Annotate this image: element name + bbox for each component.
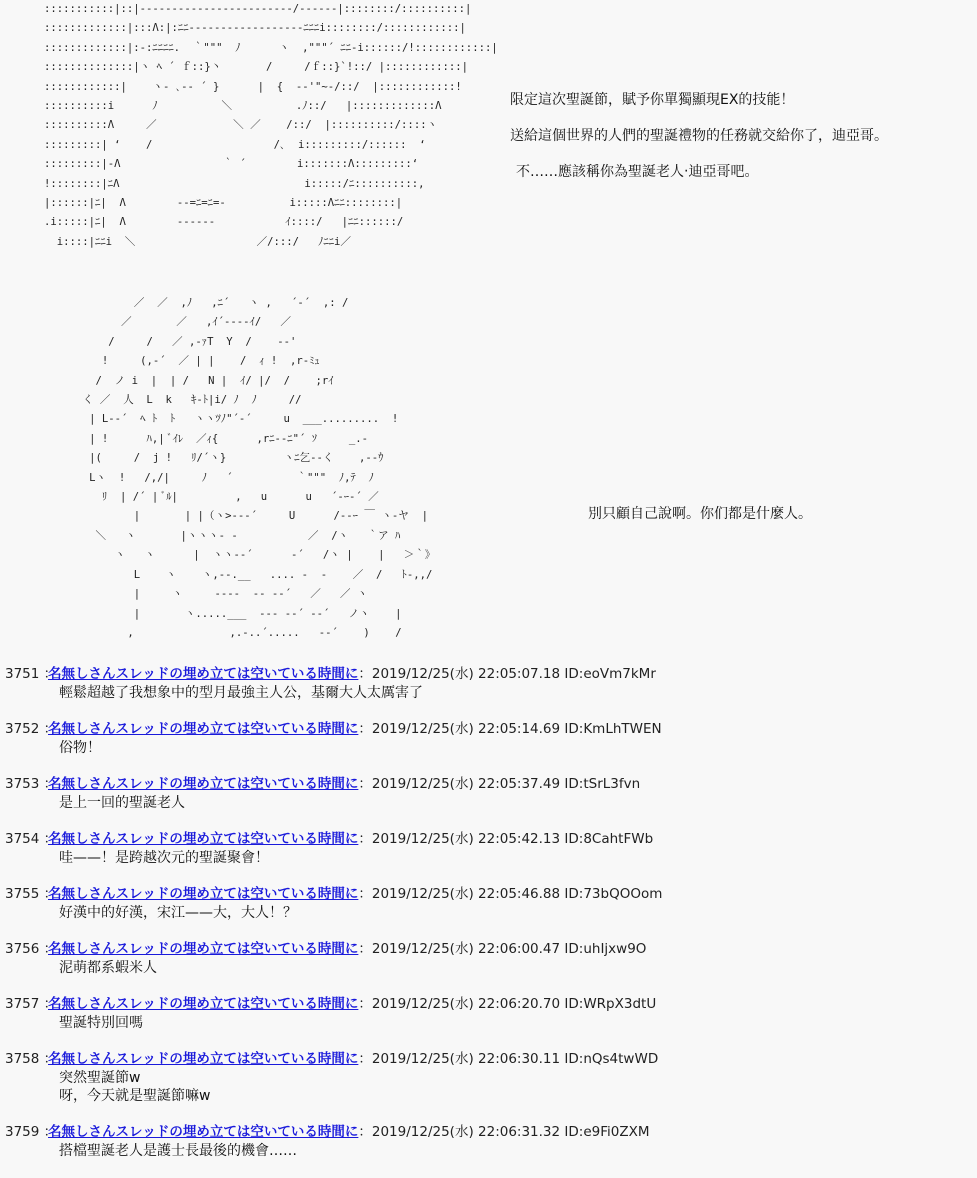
post xyxy=(0,940,977,977)
post-list xyxy=(0,665,977,1178)
post-body xyxy=(0,1014,977,1032)
post-meta: ：2019/12/25(水) 22:06:20.70 ID:WRpX3dtU xyxy=(358,996,657,1012)
post-meta: ：2019/12/25(水) 22:05:07.18 ID:eoVm7kMr xyxy=(358,666,656,682)
poster-name-link[interactable]: 名無しさんスレッドの埋め立ては空いている時間に xyxy=(48,1051,359,1067)
poster-name-link[interactable]: 名無しさんスレッドの埋め立ては空いている時間に xyxy=(48,886,359,902)
post-line: 哇——！是跨越次元的聖誕聚會！ xyxy=(59,850,269,866)
post-meta: ：2019/12/25(水) 22:05:14.69 ID:KmLhTWEN xyxy=(358,721,662,737)
ascii-art-character: ／ ／ ,ﾉ ,ﾆ´ ヽ , ´‐´ ,: / ／ ／ ,ｲ´‐‐‐‐ｲ/ ／ / / ／ ,‐ｧT Y / ‐‐' ! (,‐´ ／ | | / ｨ ! ,r‐ﾐｭ / ノ i | | / N | ｲ/ |/ / ;rｲ く ／ 人 L k ｷ‐ﾄ|i/ ﾉ ﾉ // | L‐‐´ ﾍ ﾄ ﾄ ヽヽﾂﾉ"´‐´ u ___......... ! | ! ﾊ,| ﾞｲﾚ ／ｨ{ ,rﾆ‐‐ﾆ"´ ｿ _.‐ |( / j ! ﾘ/´ヽ} ヽﾆ乞‐‐く ,‐‐ｳ Lヽ ! /,/| ﾉ ´ ｀""" ﾉ,ﾃ ﾉ ﾘ | /´ | ﾞﾙ| , u u ´‐ｰ‐´ ／ | | |（ヽ>‐‐‐´ U /‐‐ｰ ￣ ヽ‐ヤ | ＼ ヽ |ヽヽヽ‐ ‐ ／ /ヽ ｀ア ﾊ ヽ ヽ | ヽヽ‐‐´ ‐´ /ヽ | | ＞｀》 L ヽ ヽ,‐‐.__ .... ‐ ‐ ／ / ﾄ‐,,/ | ヽ ‐‐‐‐ ‐‐ ‐‐´ ／ ／ ヽ | ヽ.....___ ‐‐‐ ‐‐´ ‐‐´ ノヽ | , ,.‐..´..... ‐‐´ ) / xyxy=(82,297,436,639)
post-number: 3752 ： xyxy=(5,721,58,737)
post xyxy=(0,885,977,922)
post-meta: ：2019/12/25(水) 22:05:37.49 ID:tSrL3fvn xyxy=(358,776,641,792)
post-line: 好漢中的好漢，宋江——大，大人！？ xyxy=(59,905,297,921)
post-header xyxy=(0,1123,977,1142)
poster-name-link[interactable]: 名無しさんスレッドの埋め立ては空いている時間に xyxy=(48,1124,359,1140)
post xyxy=(0,720,977,757)
post-meta: ：2019/12/25(水) 22:05:46.88 ID:73bQOOom xyxy=(358,886,663,902)
poster-name-link[interactable]: 名無しさんスレッドの埋め立ては空いている時間に xyxy=(48,666,359,682)
post-line: 是上一回的聖誕老人 xyxy=(59,795,185,811)
post-line: 聖誕特別回嗎 xyxy=(59,1015,143,1031)
post-line: 突然聖誕節w xyxy=(59,1070,141,1086)
post-line: 呀，今天就是聖誕節嘛w xyxy=(59,1088,211,1104)
post-body xyxy=(0,739,977,757)
post-header xyxy=(0,720,977,739)
dialogue-line-1: 限定這次聖誕節，賦予你單獨顯現EX的技能！ xyxy=(510,92,795,108)
post-meta: ：2019/12/25(水) 22:06:00.47 ID:uhIjxw9O xyxy=(358,941,647,957)
post-number: 3757 ： xyxy=(5,996,58,1012)
ascii-art-face: :::::::::::|::|-----‐‐‐‐‐‐‐‐‐‐‐‐‐‐‐‐‐‐‐/‐‐‐‐‐‐|::::::::/::::::::::| :::::::::::::|:::Λ:|:ﾆﾆ‐‐‐‐‐‐‐‐‐‐‐‐‐‐‐‐‐‐ﾆﾆﾆi::::::::/::::::::::::| :::::::::::::|:‐:ﾆﾆﾆﾆ. ｀""" ﾉ ヽ ,"""´ ﾆﾆ‐i::::::/!::::::::::::| ::::::::::::::|ヽ ﾍ ´ ｆ::}丶 / /ｆ::}`!::/ |::::::::::::| ::::::::::::| ヽ‐ ､‐‐ ´ } | { ‐‐'"~‐/::/ |::::::::::::! ::::::::::i ﾉ ＼ .ﾉ::/ |:::::::::::::Λ ::::::::::Λ ／ ＼ ／ /::/ |::::::::::/::::ヽ :::::::::| ‘ / /､ i:::::::::/:::::: ‘ :::::::::|‐Λ ｀ ´ i:::::::Λ:::::::::‘ !::::::::|ﾆΛ i:::::/ﾆ::::::::::, |::::::|ﾆ| Λ ‐‐=ﾆ=ﾆ=‐ i:::::Λﾆﾆ::::::::| .i:::::|ﾆ| Λ ‐‐‐‐‐‐ ｲ::::/ |ﾆﾆ::::::/ i::::|ﾆﾆi ＼ ／/:::/ ﾉﾆﾆi／ xyxy=(44,3,498,248)
post-line: 俗物！ xyxy=(59,740,101,756)
post-line: 輕鬆超越了我想象中的型月最強主人公，基爾大人太厲害了 xyxy=(59,685,423,701)
poster-name-link[interactable]: 名無しさんスレッドの埋め立ては空いている時間に xyxy=(48,941,359,957)
poster-name-link[interactable]: 名無しさんスレッドの埋め立ては空いている時間に xyxy=(48,996,359,1012)
post-header xyxy=(0,885,977,904)
post xyxy=(0,995,977,1032)
dialogue-line-3: 不……應該稱你為聖誕老人‧迪亞哥吧。 xyxy=(516,164,759,180)
post-number: 3753 ： xyxy=(5,776,58,792)
post-body xyxy=(0,904,977,922)
post-header xyxy=(0,665,977,684)
post xyxy=(0,1050,977,1105)
post-body xyxy=(0,959,977,977)
post-meta: ：2019/12/25(水) 22:05:42.13 ID:8CahtFWb xyxy=(358,831,654,847)
post-number: 3751 ： xyxy=(5,666,58,682)
poster-name-link[interactable]: 名無しさんスレッドの埋め立ては空いている時間に xyxy=(48,831,359,847)
post-body xyxy=(0,684,977,702)
post-number: 3756 ： xyxy=(5,941,58,957)
post-header xyxy=(0,830,977,849)
post-line: 搭檔聖誕老人是護士長最後的機會…… xyxy=(59,1143,297,1159)
post-header xyxy=(0,775,977,794)
post-body xyxy=(0,1142,977,1160)
poster-name-link[interactable]: 名無しさんスレッドの埋め立ては空いている時間に xyxy=(48,776,359,792)
poster-name-link[interactable]: 名無しさんスレッドの埋め立ては空いている時間に xyxy=(48,721,359,737)
post-number: 3758 ： xyxy=(5,1051,58,1067)
post-body xyxy=(0,849,977,867)
post-header xyxy=(0,995,977,1014)
post-meta: ：2019/12/25(水) 22:06:31.32 ID:e9Fi0ZXM xyxy=(358,1124,650,1140)
post xyxy=(0,1123,977,1160)
post-line: 泥萌都系蝦米人 xyxy=(59,960,157,976)
post-header xyxy=(0,1050,977,1069)
post-body xyxy=(0,794,977,812)
post xyxy=(0,665,977,702)
post-meta: ：2019/12/25(水) 22:06:30.11 ID:nQs4twWD xyxy=(358,1051,659,1067)
dialogue-line-4: 別只顧自己說啊。你们都是什麼人。 xyxy=(588,506,812,522)
post xyxy=(0,830,977,867)
post-number: 3754 ： xyxy=(5,831,58,847)
dialogue-line-2: 送給這個世界的人們的聖誕禮物的任務就交給你了，迪亞哥。 xyxy=(510,128,888,144)
post-number: 3759 ： xyxy=(5,1124,58,1140)
post-body xyxy=(0,1069,977,1105)
post xyxy=(0,775,977,812)
post-header xyxy=(0,940,977,959)
post-number: 3755 ： xyxy=(5,886,58,902)
